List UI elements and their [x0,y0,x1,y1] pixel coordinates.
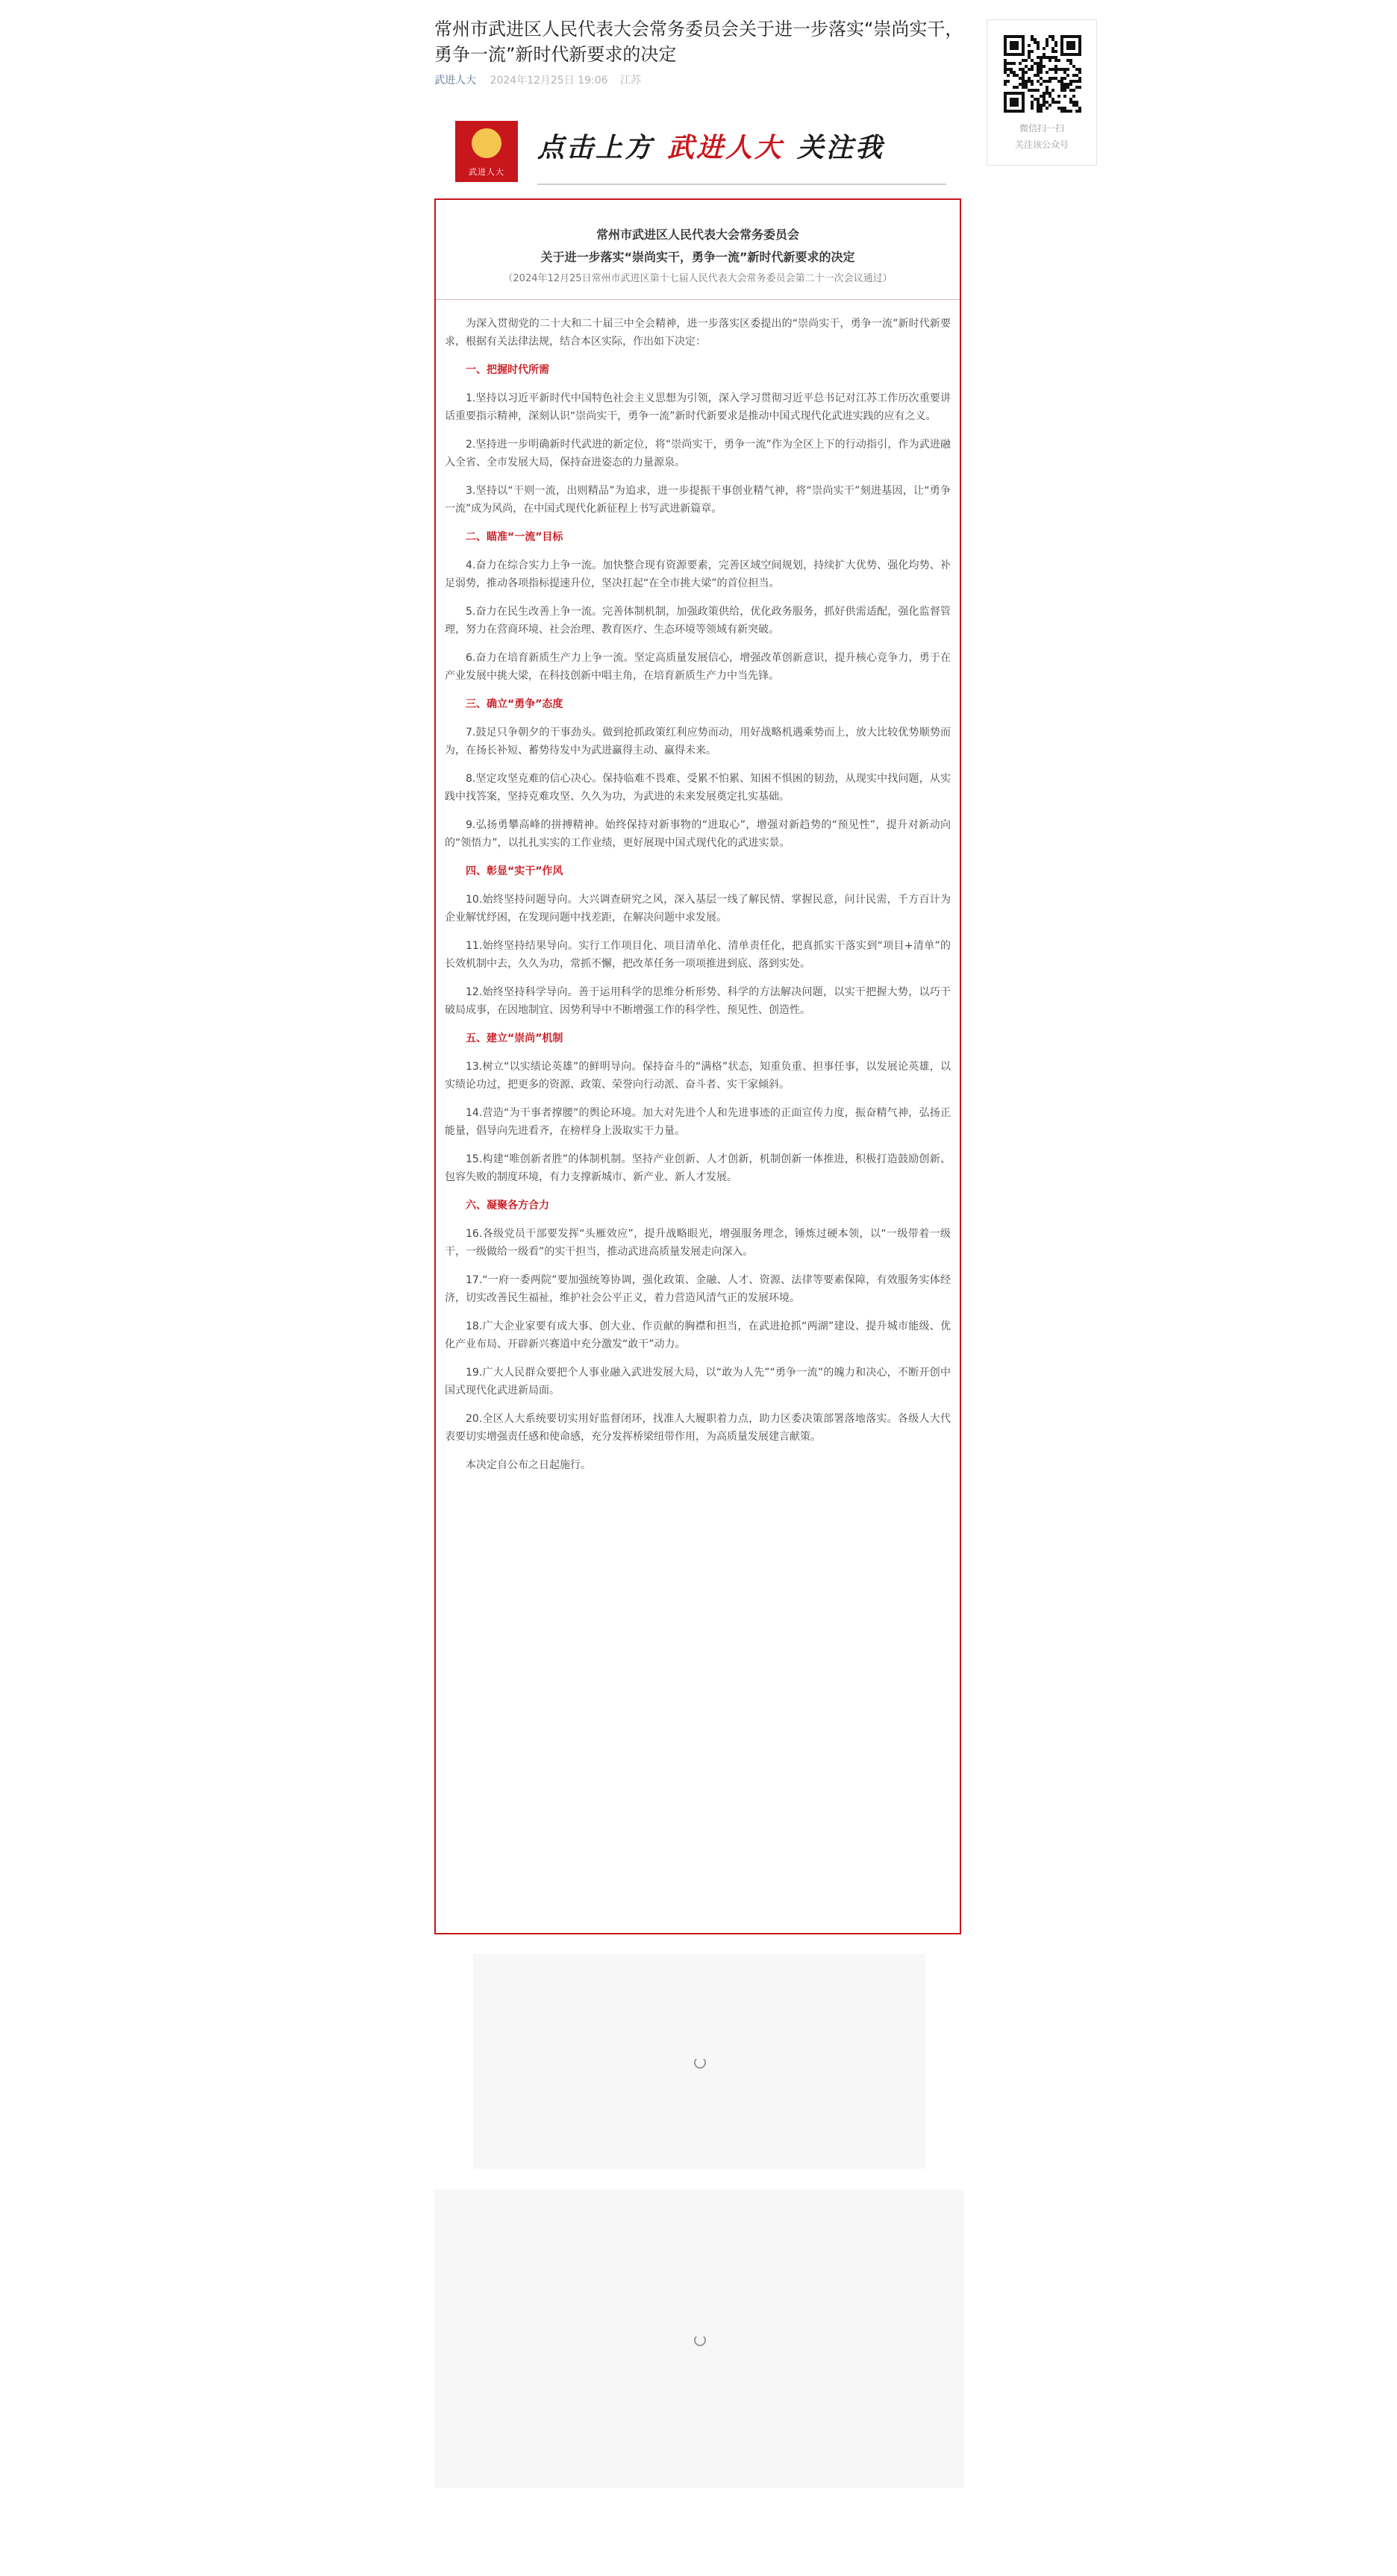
emblem-logo [455,121,518,182]
qr-caption-line1: 微信扫一扫 [1019,123,1064,134]
follow-banner [455,119,954,189]
document-paragraph: 4.奋力在综合实力上争一流。加快整合现有资源要素，完善区域空间规划，持续扩大优势、强化均势、补足弱势，推动各项指标提速升位，坚决扛起“在全市挑大梁”的首位担当。 [445,560,951,589]
document-adoption-note: （2024年12月25日常州市武进区第十七届人民代表大会常务委员会第二十一次会议通过） [503,273,893,284]
document-paragraph: 12.始终坚持科学导向。善于运用科学的思维分析形势、科学的方法解决问题，以实干把握大势，以巧干破局成事，在因地制宜、因势利导中不断增强工作的科学性、预见性、创造性。 [445,986,951,1016]
document-paragraph: 18.广大企业家要有成大事、创大业、作贡献的胸襟和担当，在武进抢抓“两湖”建设、提升城市能级、优化产业布局、开辟新兴赛道中充分激发“敢干”动力。 [445,1320,951,1350]
section-heading: 四、彰显“实干”作风 [466,865,563,877]
document-paragraph: 9.弘扬勇攀高峰的拼搏精神。始终保持对新事物的“进取心”，增强对新趋势的“预见性”，提升对新动向的“领悟力”，以扎扎实实的工作业绩，更好展现中国式现代化的武进实景。 [445,819,951,849]
loading-spinner-icon-2 [694,2334,706,2346]
document-paragraph: 14.营造“为干事者撑腰”的舆论环境。加大对先进个人和先进事迹的正面宣传力度，振奋精气神，弘扬正能量，倡导向先进看齐，在榜样身上汲取实干力量。 [445,1107,951,1137]
section-heading: 一、把握时代所需 [466,364,549,376]
document-paragraph: 2.坚持进一步明确新时代武进的新定位，将“崇尚实干，勇争一流”作为全区上下的行动指引，作为武进融入全省、全市发展大局，保持奋进姿态的力量源泉。 [445,439,951,468]
document-paragraph: 15.构建“唯创新者胜”的体制机制。坚持产业创新、人才创新，机制创新一体推进，积极打造鼓励创新、包容失败的制度环境，有力支撑新城市、新产业、新人才发展。 [445,1153,951,1183]
slogan-part2: 武进人大 [667,132,784,163]
section-heading: 六、凝聚各方合力 [466,1200,549,1212]
document-paragraph: 19.广大人民群众要把个人事业融入武进发展大局，以“敢为人先”“勇争一流”的魄力和决心，不断开创中国式现代化武进新局面。 [445,1367,951,1397]
document-paragraph: 20.全区人大系统要切实用好监督闭环，找准人大履职着力点，助力区委决策部署落地落实。各级人大代表要切实增强责任感和使命感，充分发挥桥梁纽带作用，为高质量发展建言献策。 [445,1413,951,1443]
document-paragraph: 6.奋力在培育新质生产力上争一流。坚定高质量发展信心，增强改革创新意识，提升核心竞争力，勇于在产业发展中挑大梁，在科技创新中唱主角，在培育新质生产力中当先锋。 [445,652,951,682]
qr-code-panel [987,19,1097,166]
embedded-content-placeholder [473,1954,925,2169]
publish-time: 2024年12月25日 19:06 [490,75,608,87]
document-paragraph: 5.奋力在民生改善上争一流。完善体制机制，加强政策供给，优化政务服务，抓好供需适配，强化监督管理，努力在营商环境、社会治理、教育医疗、生态环境等领域有新突破。 [445,606,951,636]
document-paragraph: 1.坚持以习近平新时代中国特色社会主义思想为引领，深入学习贯彻习近平总书记对江苏工作历次重要讲话重要指示精神，深刻认识“崇尚实干，勇争一流”新时代新要求是推动中国式现代化武进实践的应有之义。 [445,392,951,422]
document-paragraph: 3.坚持以“干则一流，出则精品”为追求，进一步提振干事创业精气神，将“崇尚实干”刻进基因，让“勇争一流”成为风尚，在中国式现代化新征程上书写武进新篇章。 [445,485,951,515]
document-paragraph: 7.鼓足只争朝夕的干事劲头。做到抢抓政策红利应势而动，用好战略机遇乘势而上，放大比较优势顺势而为，在扬长补短、蓄势待发中为武进赢得主动、赢得未来。 [445,727,951,756]
emblem-icon [472,128,501,158]
qr-caption-line2: 关注该公众号 [1014,140,1069,150]
document-paragraph: 17.“一府一委两院”要加强统筹协调，强化政策、金融、人才、资源、法律等要素保障，有效服务实体经济，切实改善民生福祉，维护社会公平正义，着力营造风清气正的发展环境。 [445,1274,951,1304]
article-meta [434,73,964,88]
qr-code-icon [1004,35,1081,113]
document-paragraph: 16.各级党员干部要发挥“头雁效应”，提升战略眼光，增强服务理念，锤炼过硬本领，以“一级带着一级干，一级做给一级看”的实干担当，推动武进高质量发展走向深入。 [445,1228,951,1258]
document-paragraph: 13.树立“以实绩论英雄”的鲜明导向。保持奋斗的“满格”状态，知重负重、担事任事，以发展论英雄，以实绩论功过，把更多的资源、政策、荣誉向行动派、奋斗者、实干家倾斜。 [445,1061,951,1091]
slogan-part1: 点击上方 [537,132,654,163]
article-column [434,0,964,189]
document-heading [436,200,960,300]
publish-location: 江苏 [619,75,641,87]
banner-slogan [537,127,884,165]
embedded-content-placeholder-2 [434,2190,964,2488]
banner-divider [537,184,946,185]
document-paragraph: 本决定自公布之日起施行。 [466,1459,591,1471]
document-title: 关于进一步落实“崇尚实干，勇争一流”新时代新要求的决定 [540,250,855,264]
account-link[interactable]: 武进人大 [434,75,476,87]
section-heading: 二、瞄准“一流”目标 [466,531,563,543]
document-paragraph: 为深入贯彻党的二十大和二十届三中全会精神，进一步落实区委提出的“崇尚实干，勇争一流”新时代新要求，根据有关法律法规，结合本区实际，作出如下决定： [445,318,951,348]
document-issuer: 常州市武进区人民代表大会常务委员会 [596,228,799,242]
emblem-label: 武进人大 [469,167,504,177]
decision-document [434,198,961,1934]
document-paragraph: 10.始终坚持问题导向。大兴调查研究之风，深入基层一线了解民情、掌握民意，问计民需，千方百计为企业解忧纾困，在发现问题中找差距，在解决问题中求发展。 [445,894,951,924]
article-title: 常州市武进区人民代表大会常务委员会关于进一步落实“崇尚实干，勇争一流”新时代新要求的决定 [434,19,963,65]
document-paragraph: 8.坚定攻坚克难的信心决心。保持临难不畏难、受累不怕累、知困不惧困的韧劲，从现实中找问题，从实践中找答案，坚持克难攻坚、久久为功，为武进的未来发展奠定扎实基础。 [445,773,951,803]
document-paragraph: 11.始终坚持结果导向。实行工作项目化、项目清单化、清单责任化，把真抓实干落实到“项目+清单”的长效机制中去，久久为功，常抓不懈，把改革任务一项项推进到底、落到实处。 [445,940,951,970]
document-body [436,300,960,1474]
slogan-part3: 关注我 [797,132,885,163]
loading-spinner-icon [694,2057,706,2069]
section-heading: 三、确立“勇争”态度 [466,698,563,710]
section-heading: 五、建立“崇尚”机制 [466,1032,563,1044]
